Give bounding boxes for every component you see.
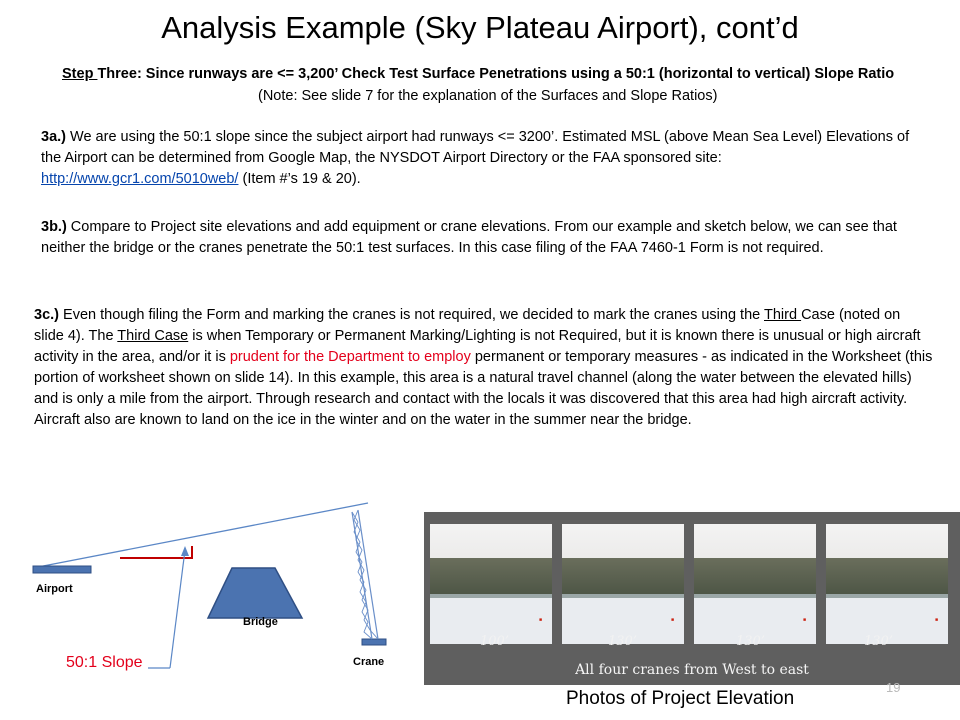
distance-label-3: 130’ <box>736 634 765 649</box>
p3c-t4: permanent or temporary measures - as indicated in the Worksheet (this portion of worksheet shown on slide 14). In this example, this area is a natural travel channel (along the water between the elevated hills) and is only a mile from the airport. Through research and contact with the locals it was discovered that this area had high aircraft activity. Aircraft also are known to land on the ice in the winter and on the water in the summer near the bridge. <box>34 349 933 428</box>
crane-base <box>362 639 386 645</box>
airport-label: Airport <box>36 583 73 595</box>
p3c-third: Third <box>764 307 802 323</box>
slope-pointer-line <box>170 550 185 668</box>
photo-caption: All four cranes from West to east <box>575 662 809 678</box>
slope-label: 50:1 Slope <box>66 654 143 671</box>
slope-sketch <box>0 490 420 720</box>
photos-title: Photos of Project Elevation <box>566 688 795 709</box>
page-number: 19 <box>886 680 901 695</box>
distance-label-2: 130’ <box>608 634 637 649</box>
p3a-text1: We are using the 50:1 slope since the subject airport had runways <= 3200’. Estimated MSL (above Mean Sea Level) Elevations of the Airport can be determined from Google Map, the NYSDOT Airport Directory or the FAA sponsored site: <box>41 129 910 166</box>
distance-label-1: 100’ <box>480 634 509 649</box>
slope-pointer-arrow <box>181 546 189 556</box>
step-three-heading <box>62 64 952 84</box>
p3c-third-case: Third Case <box>117 328 189 344</box>
paragraph-3b <box>41 217 921 259</box>
crane-photo-3: ■ <box>694 524 816 644</box>
p3c-label: 3c.) <box>34 307 59 323</box>
faa-5010-link[interactable]: http://www.gcr1.com/5010web/ <box>41 171 239 187</box>
bridge-shape <box>208 568 302 618</box>
crane-photo-4: ■ <box>826 524 948 644</box>
p3c-t1: Even though filing the Form and marking the cranes is not required, we decided to mark the cranes using the <box>59 307 764 323</box>
distance-label-4: 130’ <box>864 634 893 649</box>
slide-title: Analysis Example (Sky Plateau Airport), cont’d <box>161 10 799 45</box>
paragraph-3c <box>34 305 934 431</box>
p3b-label: 3b.) <box>41 219 67 235</box>
p3a-label: 3a.) <box>41 129 66 145</box>
slope-line <box>38 503 368 567</box>
airport-runway <box>33 566 91 573</box>
p3b-text: Compare to Project site elevations and add equipment or crane elevations. From our example and sketch below, we can see that neither the bridge or the cranes penetrate the 50:1 test surfaces. In this case filing of the FAA 7460-1 Form is not required. <box>41 219 897 256</box>
paragraph-3a <box>41 127 921 190</box>
crane-label: Crane <box>353 656 385 668</box>
bridge-label: Bridge <box>243 616 278 628</box>
project-photo-panel <box>424 512 960 685</box>
p3a-text2: (Item #’s 19 & 20). <box>238 171 361 187</box>
p3c-t3: is when Temporary or Permanent Marking/Lighting is not Required, but it is known there is unusual or high aircraft activity in the area, and/or it is <box>34 328 921 365</box>
step-label: Step <box>62 66 98 82</box>
p3c-t2: Case (noted on slide 4). The <box>34 307 901 344</box>
crane-photo-2: ■ <box>562 524 684 644</box>
slope-note: (Note: See slide 7 for the explanation of the Surfaces and Slope Ratios) <box>258 88 718 104</box>
step-text: Three: Since runways are <= 3,200’ Check Test Surface Penetrations using a 50:1 (horizontal to vertical) Slope Ratio <box>97 66 895 82</box>
slope-ratio-marker <box>120 546 192 558</box>
crane-tower <box>352 510 378 639</box>
crane-photo-1: ■ <box>430 524 552 644</box>
p3c-red-text: prudent for the Department to employ <box>229 349 471 365</box>
